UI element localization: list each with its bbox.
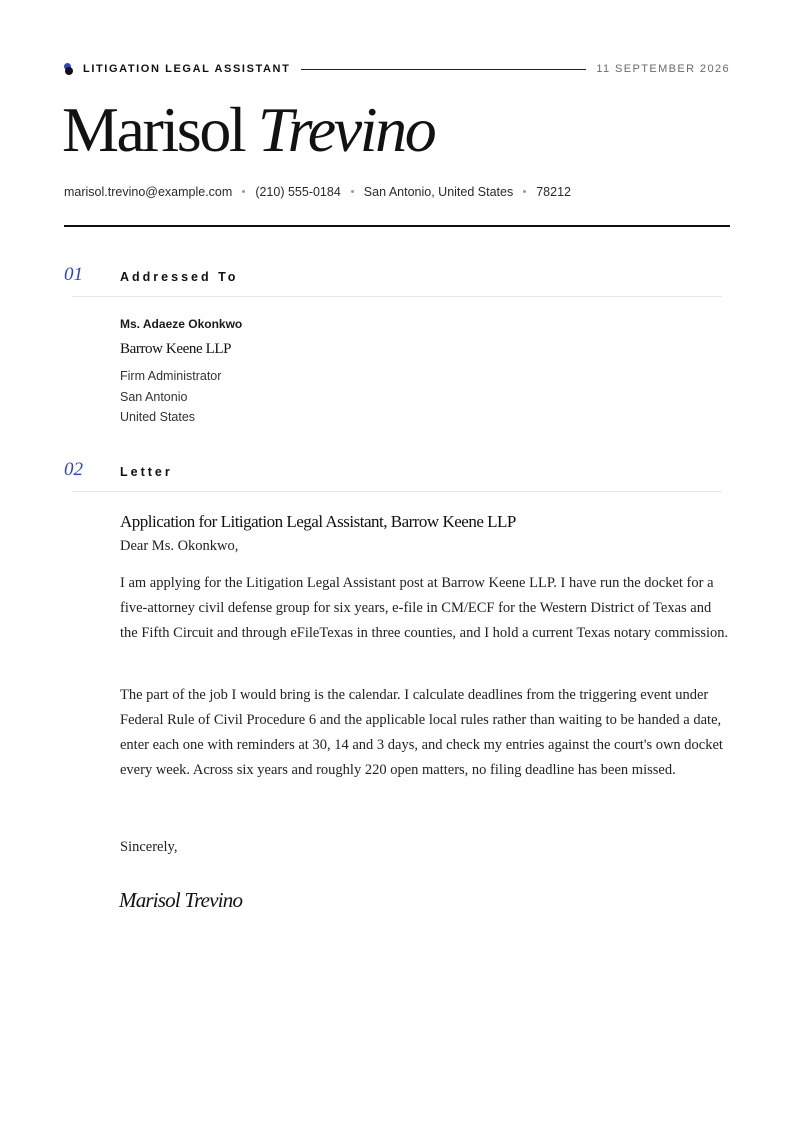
logo-dots-icon (64, 63, 73, 75)
signature: Marisol Trevino (119, 888, 243, 912)
contact-postal-code: 78212 (536, 184, 571, 199)
contact-email: marisol.trevino@example.com (64, 184, 233, 199)
separator-dot (351, 190, 354, 193)
header-top-line (64, 61, 730, 77)
recipient-city: San Antonio (120, 390, 188, 404)
letter-date: 11 SEPTEMBER 2026 (596, 63, 730, 75)
first-name: Marisol (62, 94, 245, 165)
recipient-company: Barrow Keene LLP (120, 341, 232, 357)
section-title-letter: Letter (120, 465, 173, 479)
letter-salutation: Dear Ms. Okonkwo, (120, 538, 239, 554)
recipient-name: Ms. Adaeze Okonkwo (120, 317, 243, 331)
last-name: Trevino (257, 94, 435, 165)
section-divider (72, 491, 722, 492)
separator-dot (242, 190, 245, 193)
recipient-country: United States (120, 410, 196, 424)
recipient-title: Firm Administrator (120, 369, 222, 383)
letter-paragraph: The part of the job I would bring is the calendar. I calculate deadlines from the triggering event under Federal Rule of Civil Procedure 6 and the applicable local rules rather than waiting to be handed a date, enter each one with reminders at 30, 14 and 3 days, and check my entries against the court's own docket every week. Across six years and roughly 220 open matters, no filing deadline has been missed. (120, 687, 723, 778)
section-number-letter: 02 (64, 459, 83, 480)
contact-details (64, 183, 571, 200)
letter-subject: Application for Litigation Legal Assistant, Barrow Keene LLP (120, 512, 516, 531)
section-title-addressed: Addressed To (120, 270, 239, 284)
letter-closing: Sincerely, (120, 839, 178, 855)
header-rule (64, 225, 730, 227)
section-number-addressed: 01 (64, 264, 83, 285)
separator-dot (523, 190, 526, 193)
applicant-name (62, 92, 434, 168)
header-divider (301, 69, 586, 70)
section-divider (72, 296, 722, 297)
contact-phone: (210) 555-0184 (255, 184, 341, 199)
letter-paragraph: I am applying for the Litigation Legal Assistant post at Barrow Keene LLP. I have run the docket for a five-attorney civil defense group for six years, e-file in CM/ECF for the Western District of Texas and the Fifth Circuit and through eFileTexas in three counties, and I hold a current Texas notary commission. (120, 575, 729, 641)
contact-location: San Antonio, United States (363, 184, 514, 199)
job-role: LITIGATION LEGAL ASSISTANT (83, 63, 291, 75)
